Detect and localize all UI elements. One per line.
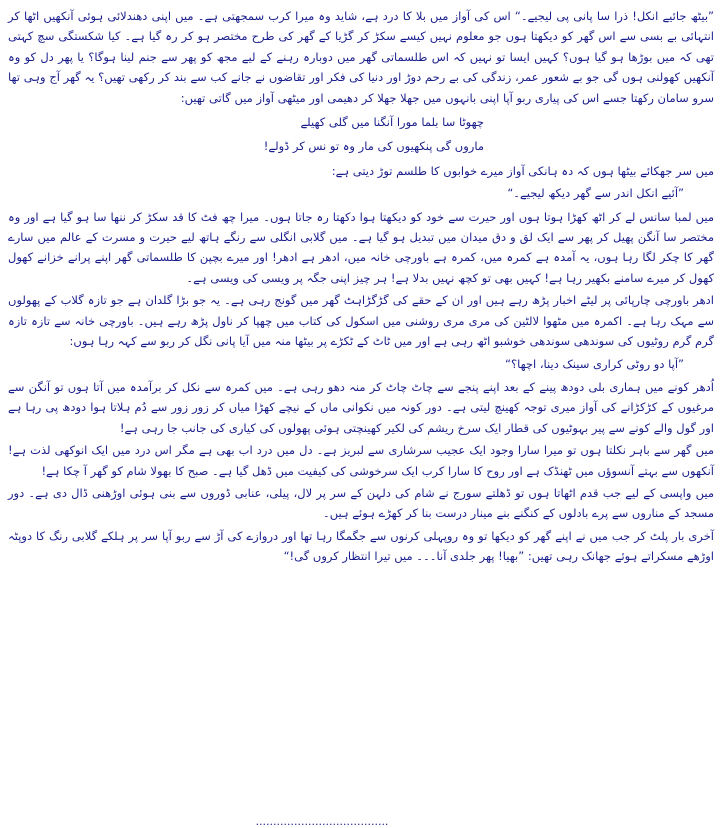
paragraph-4: ادھر باورچی چارپائی پر لیٹے اخبار پڑھ رہے ہیں اور ان کے حقے کی گڑگڑاہٹ گھر میں گونج رہی ہے۔ یہ جو بڑا گلدان ہے جو تازہ گلاب کے پھولوں سے مہک رہا ہے۔ اکمرہ میں مٹھوا لالٹین کی مری مری روشنی میں اسکول کی کتاب میں چھپا کر ناول پڑھ رہے ہیں۔ باورچی خانہ سے تازہ تازہ گرم گرم روٹیوں کی سوندھی سوندھی خوشبو اٹھ رہی ہے اور میں ٹاٹ کے ٹکڑے پر بیٹھا منہ میں آیا پانی نگل کر ربو سے کہہ رہا ہوں: xyxy=(8,293,714,349)
paragraph-5: اُدھر کونے میں ہماری بلی دودھ پینے کے بعد اپنے پنجے سے چاٹ چاٹ کر منہ دھو رہی ہے۔ میں کمرہ سے نکل کر برآمدہ میں آتا ہوں تو آنگن سے مرغیوں کے کڑکڑانے کی آواز میری توجہ کھینچ لیتی ہے۔ دور کونہ میں نکوانی ماں کے نیچے کھڑا میاں کر زور زور سے دُم ہلاتا ہوا دودھ پی رہا ہے اور گول والے کونے سے پیر بہوٹیوں کی قطار ایک سرخ ریشم کی لکیر کھینچتی ہوئی پھولوں کی کیاری کی جانب جا رہی ہے! xyxy=(8,379,714,435)
paragraph-6: میں گھر سے باہر نکلتا ہوں تو میرا سارا وجود ایک عجیب سرشاری سے لبریز ہے۔ دل میں درد اب بھی ہے مگر اس درد میں ایک انوکھی لذت ہے! آنکھوں سے بہتے آنسوؤں میں ٹھنڈک ہے اور روح کا سارا کرب ایک سرخوشی کی کیفیت میں ڈھل گیا ہے۔ صبح کا بھولا شام کو گھر آ چکا ہے! xyxy=(8,443,714,478)
paragraph-2: میں سر جھکائے بیٹھا ہوں کہ دہ ہانکی آواز میرے خوابوں کا طلسم توڑ دیتی ہے: xyxy=(331,163,714,178)
paragraph-7: میں واپسی کے لیے جب قدم اٹھاتا ہوں تو ڈھلتے سورج نے شام کی دلہن کے سر پر لال، پیلی، عنابی ڈوروں سے بنی ہوئی اوڑھنی ڈال دی ہے۔ دور مسجد کے مناروں سے پرے بادلوں کے کنگنے بنے مینار درست بنا کر کھڑے ہوئے ہیں۔ xyxy=(8,485,714,521)
story-page xyxy=(8,6,714,569)
quote-come-inside: ”آئیے انکل اندر سے گھر دیکھ لیجیے۔“ xyxy=(507,186,684,201)
quote-roti: ”آپا دو روٹی کراری سینک دینا، اچھا؟“ xyxy=(505,356,684,371)
verse-line-2: ماروں گی پنکھیوں کی مار وہ تو نس کر ڈولے! xyxy=(263,139,484,154)
paragraph-8: آخری بار پلٹ کر جب میں نے اپنے گھر کو دیکھا تو وہ روپہلی کرنوں سے جگمگا رہا تھا اور دروازے کی آڑ سے ربو آپا سر پر ہلکے گلابی رنگ کا دوپٹہ اوڑھے مسکراتے ہوئے جھانک رہی تھیں: ”بھیا! پھر جلدی آنا۔۔۔ میں تیرا انتظار کروں گی!“ xyxy=(8,528,714,564)
end-separator: ...................................... xyxy=(255,815,389,828)
verse-line-1: چھوٹا سا بلما مورا آنگنا میں گلی کھیلے xyxy=(300,115,484,130)
paragraph-3: میں لمبا سانس لے کر اٹھ کھڑا ہوتا ہوں اور حیرت سے خود کو دیکھتا ہوا دکھتا رہ جاتا ہوں۔ میرا چھ فٹ کا قد سکڑ کر ننھا سا ہو گیا ہے اور وہ مختصر سا آنگن پھیل کر پھر سے ایک لق و دق میدان میں تبدیل ہو گیا ہے۔ میں گلابی انگلی سے رنگے ہاتھ لیے حیرت و مسرت کے عالم میں سارے گھر کا چکر لگا رہا ہوں، یہ آمدہ ہے کمرہ میں، کمرہ ہے باورچی خانہ میں، ادھر ہے ادھر! اور میرے بچپن کا طلسماتی گھر اپنے پرانے خزانے کھول کھول کر میرے سامنے بکھیر رہا ہے! کہیں بھی تو کچھ نہیں بدلا ہے! ہر چیز اپنی جگہ پر ویسی کی ویسی ہے۔ xyxy=(8,209,714,285)
paragraph-1: ”بیٹھ جائیے انکل! ذرا سا پانی پی لیجیے۔“ اس کی آواز میں بلا کا درد ہے، شاید وہ میرا کرب سمجھتی ہے۔ میں اپنی دھندلائی ہوئی آنکھیں اٹھا کر انتہائی بے بسی سے اس گھر کو دیکھتا ہوں جو معلوم نہیں کیسے سکڑ کر گڑیا کے گھر کی طرح مختصر ہو کر رہ گیا ہے۔ کیا شکستگی سچ کہتی تھی کہ میں بوڑھا ہو گیا ہوں؟ کہیں ایسا تو نہیں کہ اس طلسماتی گھر میں دوبارہ رہنے کے لیے مجھ کو پھر سے جنم لینا ہوگا؟ یا پھر دل کو وہ آنکھیں کھولنی ہوں گی جو بے شعور عمر، زندگی کی بے رحم دوڑ اور دنیا کی فکر اور تقاضوں نے جانے کب سے بند کر رکھی تھیں؟ یہ گھر آج وہی تھا سرو سامان رکھتا جسے اس کی پیاری ربو آپا اپنی بانہوں میں جھلا جھلا کر دھیمی اور میٹھی آواز میں گاتی تھیں: xyxy=(8,9,714,105)
